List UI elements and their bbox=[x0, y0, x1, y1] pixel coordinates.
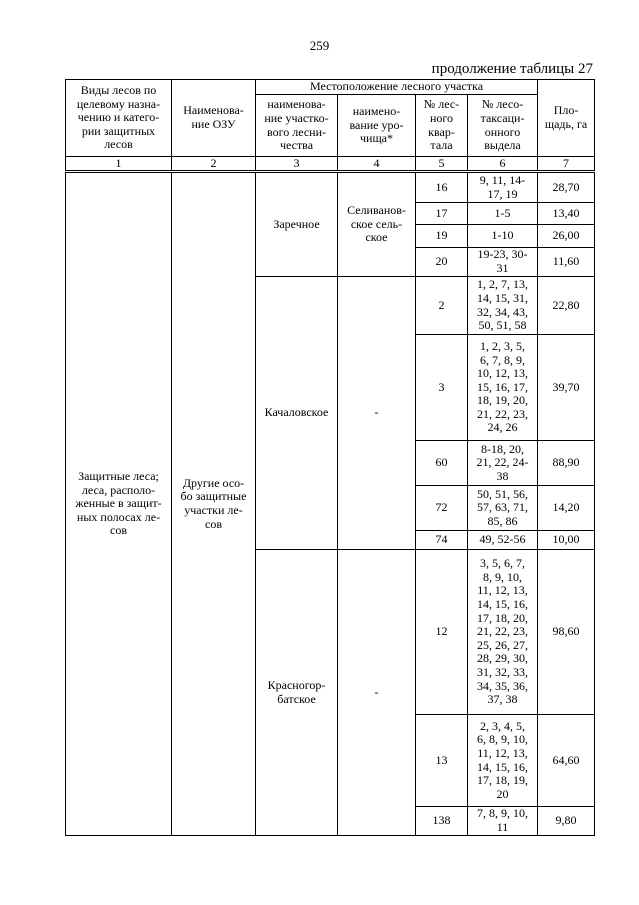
header-location-group: Местоположение лесного участка bbox=[256, 80, 538, 95]
kvartal-cell: 74 bbox=[416, 531, 468, 550]
kvartal-cell: 13 bbox=[416, 715, 468, 807]
vydel-cell: 2, 3, 4, 5, 6, 8, 9, 10, 11, 12, 13, 14, 15, 16, 17, 18, 19, 20 bbox=[468, 715, 538, 807]
vydel-cell: 3, 5, 6, 7, 8, 9, 10, 11, 12, 13, 14, 15, 16, 17, 18, 20, 21, 22, 23, 25, 26, 27, 28, 29, 30, 31, 32, 33, 34, 35, 36, 37, 38 bbox=[468, 550, 538, 715]
area-cell: 28,70 bbox=[538, 172, 595, 203]
area-cell: 64,60 bbox=[538, 715, 595, 807]
vydel-cell: 8-18, 20, 21, 22, 24- 38 bbox=[468, 441, 538, 486]
header-ozu-name: Наименова- ние ОЗУ bbox=[172, 80, 256, 157]
vydel-cell: 7, 8, 9, 10, 11 bbox=[468, 807, 538, 836]
vydel-cell: 19-23, 30- 31 bbox=[468, 248, 538, 277]
vydel-cell: 1-10 bbox=[468, 225, 538, 248]
column-number: 5 bbox=[416, 157, 468, 172]
area-cell: 10,00 bbox=[538, 531, 595, 550]
district-cell: Качаловское bbox=[256, 277, 338, 550]
column-number: 1 bbox=[66, 157, 172, 172]
table-caption: продолжение таблицы 27 bbox=[431, 61, 593, 77]
header-area: Пло- щадь, га bbox=[538, 80, 595, 157]
column-number: 6 bbox=[468, 157, 538, 172]
area-cell: 98,60 bbox=[538, 550, 595, 715]
kvartal-cell: 3 bbox=[416, 335, 468, 441]
vydel-cell: 1-5 bbox=[468, 203, 538, 225]
kvartal-cell: 60 bbox=[416, 441, 468, 486]
header-tract: наимено- вание уро- чища* bbox=[338, 95, 416, 157]
kvartal-cell: 12 bbox=[416, 550, 468, 715]
tract-cell: - bbox=[338, 550, 416, 836]
area-cell: 26,00 bbox=[538, 225, 595, 248]
vydel-cell: 1, 2, 7, 13, 14, 15, 31, 32, 34, 43, 50, 51, 58 bbox=[468, 277, 538, 335]
ozu-name-cell: Другие осо- бо защитные участки ле- сов bbox=[172, 172, 256, 836]
district-cell: Красногор- батское bbox=[256, 550, 338, 836]
area-cell: 13,40 bbox=[538, 203, 595, 225]
area-cell: 9,80 bbox=[538, 807, 595, 836]
vydel-cell: 1, 2, 3, 5, 6, 7, 8, 9, 10, 12, 13, 15, 16, 17, 18, 19, 20, 21, 22, 23, 24, 26 bbox=[468, 335, 538, 441]
kvartal-cell: 19 bbox=[416, 225, 468, 248]
area-cell: 22,80 bbox=[538, 277, 595, 335]
area-cell: 11,60 bbox=[538, 248, 595, 277]
page-number: 259 bbox=[309, 38, 330, 53]
kvartal-cell: 20 bbox=[416, 248, 468, 277]
forest-type-cell: Защитные леса; леса, располо- женные в защит- ных полосах ле- сов bbox=[66, 172, 172, 836]
tract-cell: Селиванов- ское сель- ское bbox=[338, 172, 416, 277]
column-number: 7 bbox=[538, 157, 595, 172]
vydel-cell: 49, 52-56 bbox=[468, 531, 538, 550]
kvartal-cell: 72 bbox=[416, 486, 468, 531]
header-vydel: № лесо- таксаци- онного выдела bbox=[468, 95, 538, 157]
column-number: 4 bbox=[338, 157, 416, 172]
tract-cell: - bbox=[338, 277, 416, 550]
area-cell: 88,90 bbox=[538, 441, 595, 486]
kvartal-cell: 17 bbox=[416, 203, 468, 225]
header-kvartal: № лес- ного квар- тала bbox=[416, 95, 468, 157]
header-district: наименова- ние участко- вого лесни- чества bbox=[256, 95, 338, 157]
column-number: 2 bbox=[172, 157, 256, 172]
header-forest-type: Виды лесов по целевому назна- чению и катего- рии защитных лесов bbox=[66, 80, 172, 157]
forest-table bbox=[65, 79, 595, 836]
district-cell: Заречное bbox=[256, 172, 338, 277]
kvartal-cell: 2 bbox=[416, 277, 468, 335]
area-cell: 14,20 bbox=[538, 486, 595, 531]
kvartal-cell: 138 bbox=[416, 807, 468, 836]
area-cell: 39,70 bbox=[538, 335, 595, 441]
vydel-cell: 9, 11, 14- 17, 19 bbox=[468, 172, 538, 203]
kvartal-cell: 16 bbox=[416, 172, 468, 203]
vydel-cell: 50, 51, 56, 57, 63, 71, 85, 86 bbox=[468, 486, 538, 531]
column-number: 3 bbox=[256, 157, 338, 172]
